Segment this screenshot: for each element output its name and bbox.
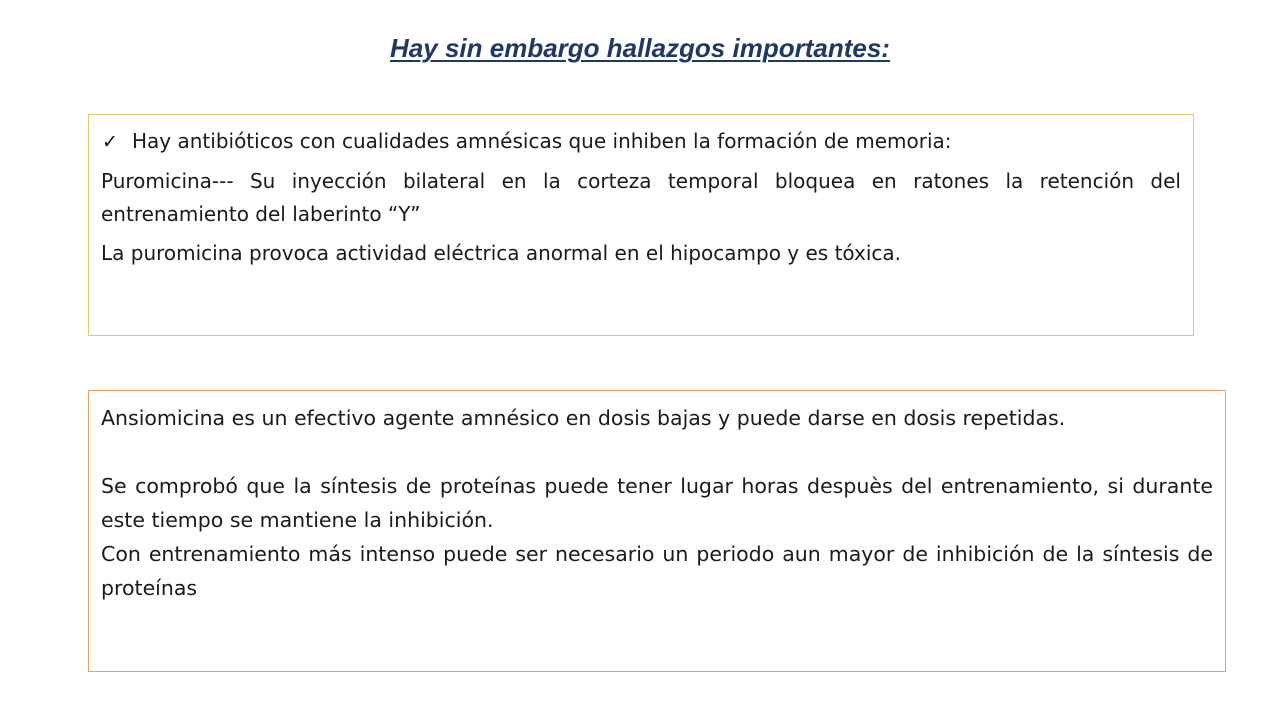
anisomycin-text-box	[88, 390, 1226, 672]
intense-training-paragraph: Con entrenamiento más intenso puede ser necesario un periodo aun mayor de inhibición de la síntesis de proteínas	[101, 542, 1213, 600]
bullet-item	[101, 125, 1181, 159]
checkmark-icon: ✓	[102, 131, 118, 153]
puromycin-paragraph: Puromicina--- Su inyección bilateral en la corteza temporal bloquea en ratones la retención del entrenamiento del laberinto “Y”	[101, 169, 1181, 226]
slide-title: Hay sin embargo hallazgos importantes:	[390, 33, 890, 63]
antibiotics-text-box	[88, 114, 1194, 336]
bullet-text: Hay antibióticos con cualidades amnésicas que inhiben la formación de memoria:	[132, 129, 952, 153]
puromycin-toxicity-paragraph: La puromicina provoca actividad eléctrica anormal en el hipocampo y es tóxica.	[101, 241, 902, 265]
anisomycin-paragraph: Ansiomicina es un efectivo agente amnésico en dosis bajas y puede darse en dosis repetidas.	[101, 406, 1066, 430]
protein-synthesis-paragraph: Se comprobó que la síntesis de proteínas puede tener lugar horas despuès del entrenamiento, si durante este tiempo se mantiene la inhibición.	[101, 474, 1213, 532]
paragraph-spacer	[101, 435, 1213, 469]
